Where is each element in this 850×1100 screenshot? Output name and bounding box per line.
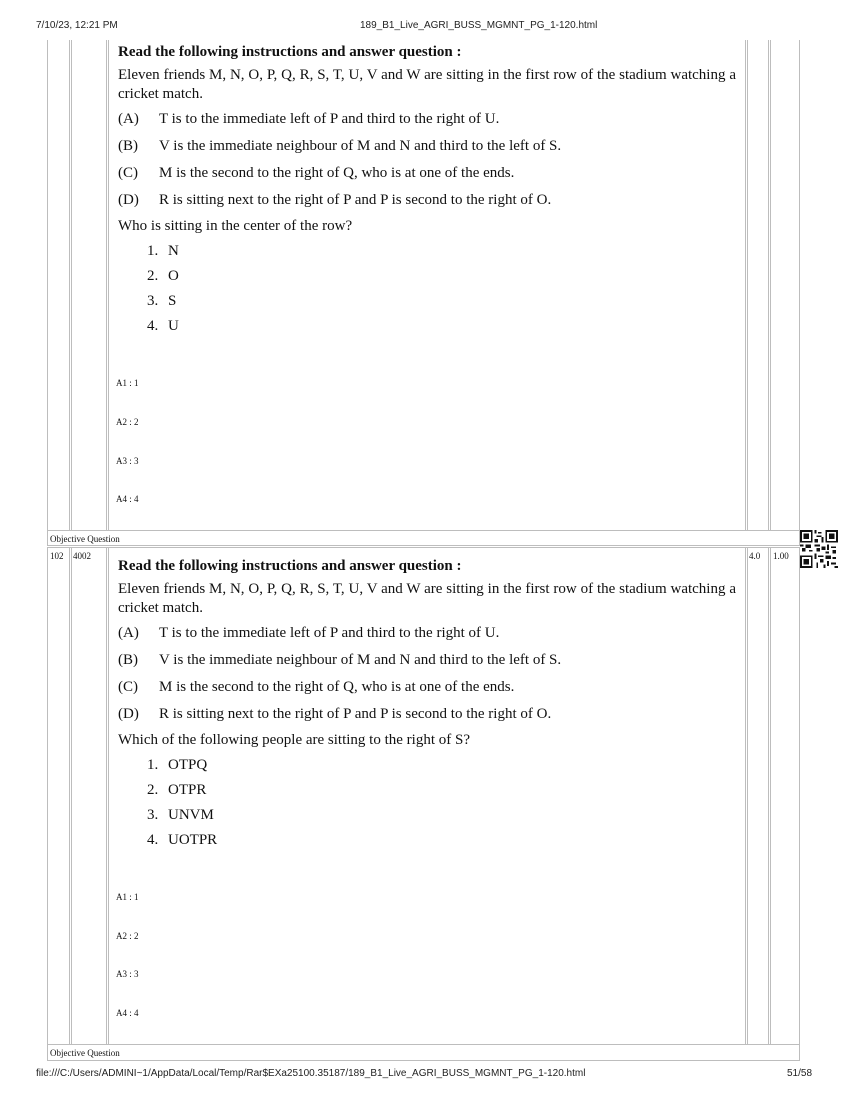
answer-a3: A3 : 3 — [116, 969, 139, 979]
marks: 4.0 — [749, 551, 761, 561]
statement-b: (B) V is the immediate neighbour of M and N and third to the left of S. — [118, 652, 562, 668]
question-type-label: Objective Question — [50, 1048, 120, 1058]
question-text: Who is sitting in the center of the row? — [118, 218, 353, 234]
option-1: 1. N — [147, 243, 179, 259]
statement-b: (B) V is the immediate neighbour of M and N and third to the left of S. — [118, 138, 562, 154]
statement-c: (C) M is the second to the right of Q, who is at one of the ends. — [118, 679, 515, 695]
answer-a1: A1 : 1 — [116, 378, 139, 388]
statement-a: (A) T is to the immediate left of P and third to the right of U. — [118, 625, 500, 641]
question-id: 4002 — [73, 551, 91, 561]
statement-a: (A) T is to the immediate left of P and third to the right of U. — [118, 111, 500, 127]
page-number: 51/58 — [787, 1068, 813, 1079]
question-2-body — [118, 558, 736, 857]
question-intro: Eleven friends M, N, O, P, Q, R, S, T, U, V and W are sitting in the first row of the stadium watching a cricket match. — [118, 581, 736, 616]
document-title: 189_B1_Live_AGRI_BUSS_MGMNT_PG_1-120.html — [360, 20, 598, 31]
row-number: 102 — [50, 551, 64, 561]
answer-a4: A4 : 4 — [116, 494, 139, 504]
answer-a1: A1 : 1 — [116, 892, 139, 902]
question-intro: Eleven friends M, N, O, P, Q, R, S, T, U, V and W are sitting in the first row of the stadium watching a cricket match. — [118, 67, 736, 102]
file-path: file:///C:/Users/ADMINI~1/AppData/Local/Temp/Rar$EXa25100.35187/189_B1_Live_AGRI_BUSS_MGMNT_PG_1-120.html — [36, 1068, 586, 1079]
answer-a4: A4 : 4 — [116, 1008, 139, 1018]
answer-a2: A2 : 2 — [116, 417, 139, 427]
instruction-heading: Read the following instructions and answer question : — [118, 558, 462, 574]
answer-a2: A2 : 2 — [116, 931, 139, 941]
option-4: 4. UOTPR — [147, 832, 218, 848]
instruction-heading: Read the following instructions and answer question : — [118, 44, 462, 60]
print-datetime: 7/10/23, 12:21 PM — [36, 20, 118, 31]
option-4: 4. U — [147, 318, 179, 334]
option-3: 3. UNVM — [147, 807, 214, 823]
question-type-label: Objective Question — [50, 534, 120, 544]
answer-a3: A3 : 3 — [116, 456, 139, 466]
negative-marks: 1.00 — [773, 551, 789, 561]
option-3: 3. S — [147, 293, 177, 309]
option-1: 1. OTPQ — [147, 757, 208, 773]
question-1-body — [118, 44, 736, 343]
statement-d: (D) R is sitting next to the right of P and P is second to the right of O. — [118, 706, 552, 722]
option-2: 2. O — [147, 268, 179, 284]
option-2: 2. OTPR — [147, 782, 207, 798]
statement-d: (D) R is sitting next to the right of P and P is second to the right of O. — [118, 192, 552, 208]
question-text: Which of the following people are sitting to the right of S? — [118, 732, 471, 748]
qr-code-icon — [800, 530, 838, 568]
statement-c: (C) M is the second to the right of Q, who is at one of the ends. — [118, 165, 515, 181]
